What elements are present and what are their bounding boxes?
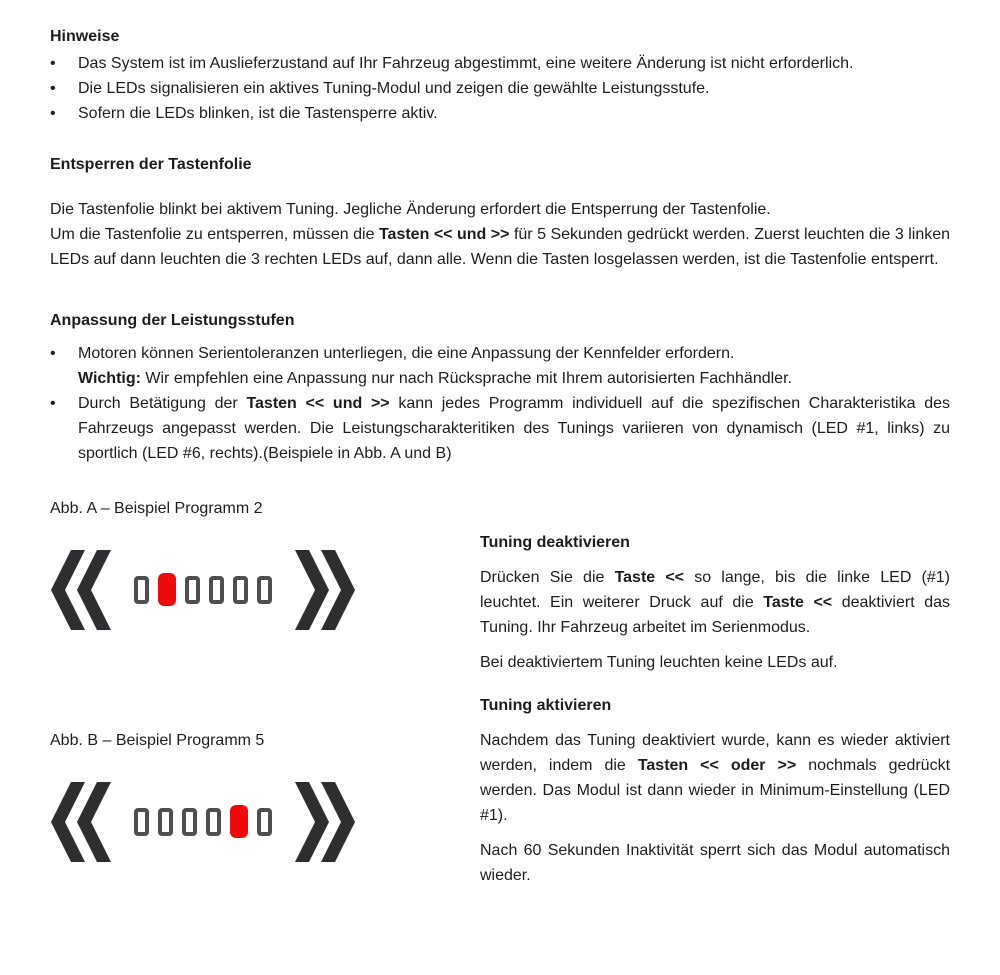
paragraph: Nach 60 Sekunden Inaktivität sperrt sich das Modul automatisch wieder. <box>480 842 950 884</box>
led-5-off <box>233 576 248 604</box>
section-title-hinweise: Hinweise <box>50 28 120 45</box>
paragraph: Bei deaktiviertem Tuning leuchten keine LEDs auf. <box>480 654 838 671</box>
led-4-off <box>206 808 221 836</box>
double-chevron-right-icon <box>294 782 356 862</box>
led-display-figure-a <box>50 547 480 632</box>
bullet-marker: • <box>50 345 56 362</box>
led-1-off <box>134 808 149 836</box>
section-title-tuning-aktivieren: Tuning aktivieren <box>480 697 612 714</box>
bullet-item <box>50 51 950 76</box>
paragraph: Um die Tastenfolie zu entsperren, müssen die Tasten << und >> für 5 Sekunden gedrückt werden. Zuerst leuchten die 3 linken LEDs auf dann leuchten die 3 rechten LEDs auf, dann alle. Wenn die Tasten losgelassen werden, ist die Tastenfolie entsperrt. <box>50 226 951 268</box>
bullet-marker: • <box>50 55 56 72</box>
bullet-line: Wichtig: Wir empfehlen eine Anpassung nur nach Rücksprache mit Ihrem autorisierten Fachhändler. <box>78 370 792 387</box>
led-5-on <box>230 805 248 838</box>
led-2-off <box>158 808 173 836</box>
led-1-off <box>134 576 149 604</box>
led-4-off <box>209 576 224 604</box>
bullet-item <box>50 341 950 391</box>
instructions-column <box>480 484 950 888</box>
paragraph: Drücken Sie die Taste << so lange, bis die linke LED (#1) leuchtet. Ein weiterer Druck auf die Taste << deaktiviert das Tuning. Ihr Fahrzeug arbeitet im Serienmodus. <box>480 569 951 636</box>
paragraph: Nachdem das Tuning deaktiviert wurde, kann es wieder aktiviert werden, indem die Tasten << oder >> nochmals gedrückt werden. Das Modul ist dann wieder in Minimum-Einstellung (LED #1). <box>480 732 951 824</box>
section-title-tuning-deaktivieren: Tuning deaktivieren <box>480 534 630 551</box>
double-chevron-left-icon <box>50 782 112 862</box>
figure-b-caption: Abb. B – Beispiel Programm 5 <box>50 732 265 749</box>
hinweise-bullet-list <box>50 51 950 126</box>
led-3-off <box>185 576 200 604</box>
anpassung-bullet-list <box>50 341 950 466</box>
bullet-item <box>50 76 950 101</box>
paragraph: Die Tastenfolie blinkt bei aktivem Tuning. Jegliche Änderung erfordert die Entsperrung der Tastenfolie. <box>50 201 771 218</box>
bullet-text: Das System ist im Auslieferzustand auf Ihr Fahrzeug abgestimmt, eine weitere Änderung ist nicht erforderlich. <box>78 55 854 72</box>
bullet-text: Sofern die LEDs blinken, ist die Tastensperre aktiv. <box>78 105 438 122</box>
figures-column <box>50 484 480 888</box>
led-display-figure-b <box>50 779 480 864</box>
led-2-on <box>158 573 176 606</box>
bullet-text: Durch Betätigung der Tasten << und >> kann jedes Programm individuell auf die spezifischen Charakteristika des Fahrzeugs angepasst werden. Die Leistungscharakteritiken des Tunings variieren von dynamisch (LED #1, links) zu sportlich (LED #6, rechts).(Beispiele in Abb. A und B) <box>78 395 951 462</box>
led-6-off <box>257 808 272 836</box>
double-chevron-left-icon <box>50 550 112 630</box>
bullet-text: Die LEDs signalisieren ein aktives Tuning-Modul und zeigen die gewählte Leistungsstufe. <box>78 80 710 97</box>
section-title-entsperren: Entsperren der Tastenfolie <box>50 156 252 173</box>
section-title-anpassung: Anpassung der Leistungsstufen <box>50 312 295 329</box>
bullet-marker: • <box>50 105 56 122</box>
led-6-off <box>257 576 272 604</box>
bullet-line: Motoren können Serientoleranzen unterliegen, die eine Anpassung der Kennfelder erfordern. <box>78 345 735 362</box>
led-row <box>134 805 272 838</box>
figures-and-instructions-band <box>50 484 950 888</box>
led-3-off <box>182 808 197 836</box>
bullet-item <box>50 101 950 126</box>
led-row <box>134 573 272 606</box>
bullet-text <box>78 341 950 391</box>
bullet-item <box>50 391 950 466</box>
bullet-marker: • <box>50 395 56 412</box>
double-chevron-right-icon <box>294 550 356 630</box>
figure-a-caption: Abb. A – Beispiel Programm 2 <box>50 500 263 517</box>
bullet-marker: • <box>50 80 56 97</box>
